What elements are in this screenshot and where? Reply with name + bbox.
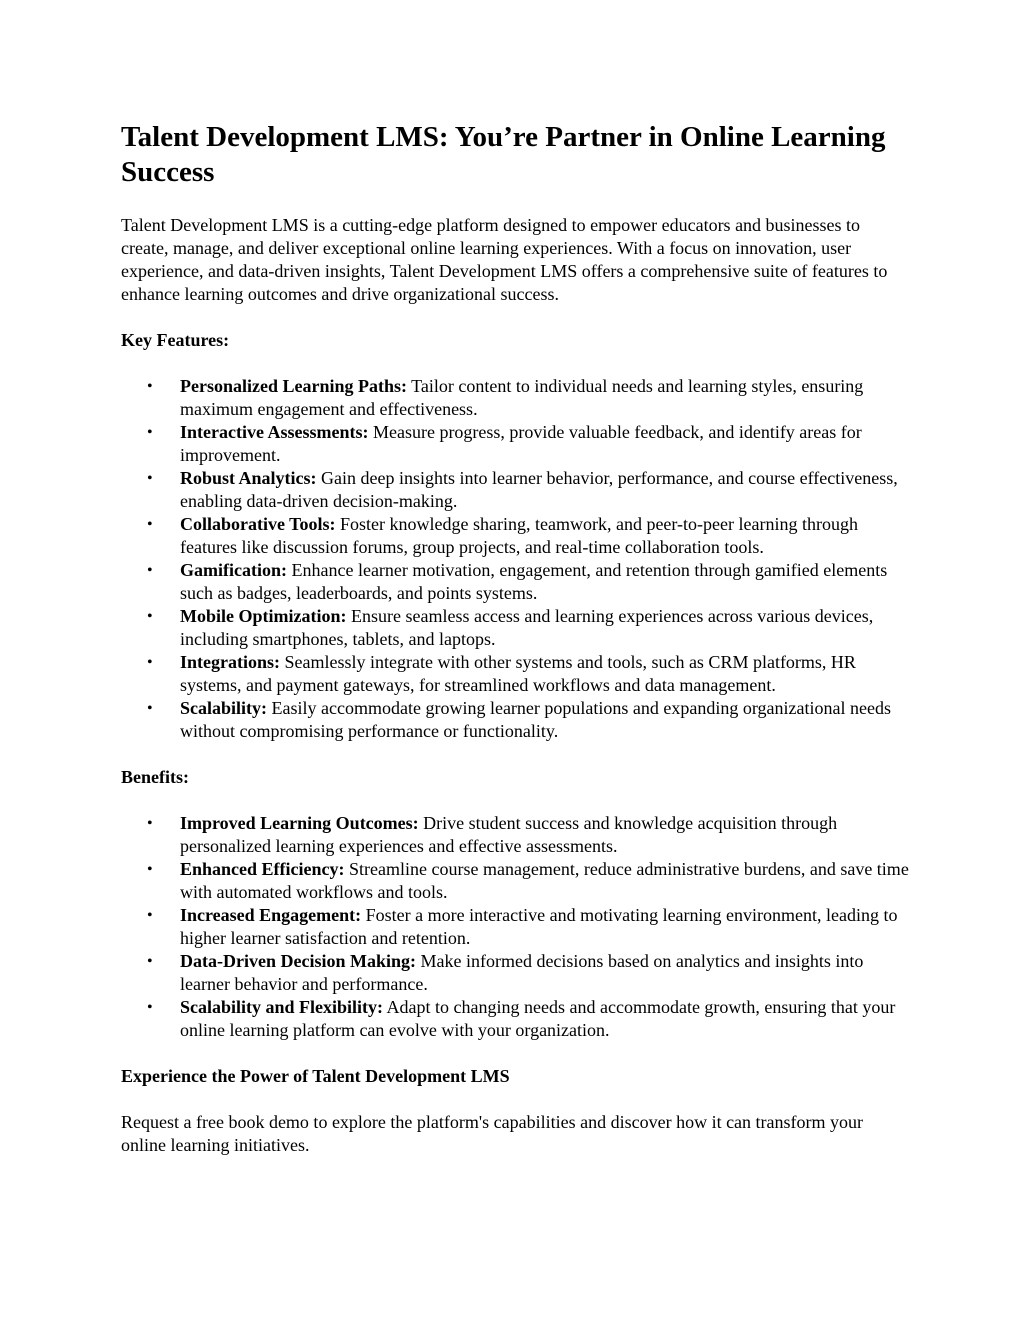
key-features-list (121, 375, 911, 743)
item-term: Data-Driven Decision Making: (180, 951, 416, 971)
item-term: Increased Engagement: (180, 905, 362, 925)
item-text: Tailor content to individual needs and learning styles, ensuring maximum engagement and effectiveness. (180, 376, 864, 419)
list-item (121, 697, 911, 743)
item-term: Interactive Assessments: (180, 422, 369, 442)
item-term: Collaborative Tools: (180, 514, 336, 534)
closing-paragraph: Request a free book demo to explore the platform's capabilities and discover how it can transform your online learning initiatives. (121, 1112, 864, 1155)
experience-heading: Experience the Power of Talent Development LMS (121, 1066, 510, 1086)
item-text: Measure progress, provide valuable feedback, and identify areas for improvement. (180, 422, 862, 465)
list-item (121, 812, 911, 858)
item-term: Improved Learning Outcomes: (180, 813, 419, 833)
item-text: Drive student success and knowledge acquisition through personalized learning experiences and effective assessments. (180, 813, 838, 856)
bullet-icon: • (147, 516, 153, 533)
bullet-icon: • (147, 654, 153, 671)
bullet-icon: • (147, 861, 153, 878)
item-term: Mobile Optimization: (180, 606, 347, 626)
bullet-icon: • (147, 953, 153, 970)
item-text: Make informed decisions based on analytics and insights into learner behavior and performance. (180, 951, 864, 994)
item-term: Scalability: (180, 698, 268, 718)
list-item (121, 513, 911, 559)
list-item (121, 467, 911, 513)
item-text: Enhance learner motivation, engagement, and retention through gamified elements such as badges, leaderboards, and points systems. (180, 560, 888, 603)
list-item (121, 904, 911, 950)
list-item (121, 421, 911, 467)
item-term: Enhanced Efficiency: (180, 859, 345, 879)
item-text: Adapt to changing needs and accommodate growth, ensuring that your online learning platform can evolve with your organization. (180, 997, 896, 1040)
item-term: Personalized Learning Paths: (180, 376, 407, 396)
item-text: Easily accommodate growing learner populations and expanding organizational needs without compromising performance or functionality. (180, 698, 891, 741)
list-item (121, 858, 911, 904)
intro-paragraph: Talent Development LMS is a cutting-edge platform designed to empower educators and businesses to create, manage, and deliver exceptional online learning experiences. With a focus on innovation, user experience, and data-driven insights, Talent Development LMS offers a comprehensive suite of features to enhance learning outcomes and drive organizational success. (121, 215, 888, 304)
list-item (121, 950, 911, 996)
item-text: Foster knowledge sharing, teamwork, and peer-to-peer learning through features like discussion forums, group projects, and real-time collaboration tools. (180, 514, 858, 557)
bullet-icon: • (147, 999, 153, 1016)
key-features-heading: Key Features: (121, 330, 230, 350)
bullet-icon: • (147, 700, 153, 717)
item-text: Seamlessly integrate with other systems and tools, such as CRM platforms, HR systems, and payment gateways, for streamlined workflows and data management. (180, 652, 856, 695)
item-term: Integrations: (180, 652, 280, 672)
item-text: Streamline course management, reduce administrative burdens, and save time with automated workflows and tools. (180, 859, 909, 902)
item-text: Ensure seamless access and learning experiences across various devices, including smartphones, tablets, and laptops. (180, 606, 874, 649)
list-item (121, 375, 911, 421)
item-term: Robust Analytics: (180, 468, 317, 488)
document-page (121, 120, 911, 1157)
bullet-icon: • (147, 470, 153, 487)
bullet-icon: • (147, 815, 153, 832)
item-term: Scalability and Flexibility: (180, 997, 384, 1017)
list-item (121, 559, 911, 605)
item-text: Foster a more interactive and motivating learning environment, leading to higher learner satisfaction and retention. (180, 905, 898, 948)
benefits-heading: Benefits: (121, 767, 189, 787)
item-text: Gain deep insights into learner behavior, performance, and course effectiveness, enabling data-driven decision-making. (180, 468, 898, 511)
bullet-icon: • (147, 562, 153, 579)
page-title: Talent Development LMS: You’re Partner in Online Learning Success (121, 121, 886, 188)
list-item (121, 651, 911, 697)
list-item (121, 605, 911, 651)
bullet-icon: • (147, 608, 153, 625)
benefits-list (121, 812, 911, 1042)
item-term: Gamification: (180, 560, 287, 580)
bullet-icon: • (147, 907, 153, 924)
list-item (121, 996, 911, 1042)
bullet-icon: • (147, 378, 153, 395)
bullet-icon: • (147, 424, 153, 441)
